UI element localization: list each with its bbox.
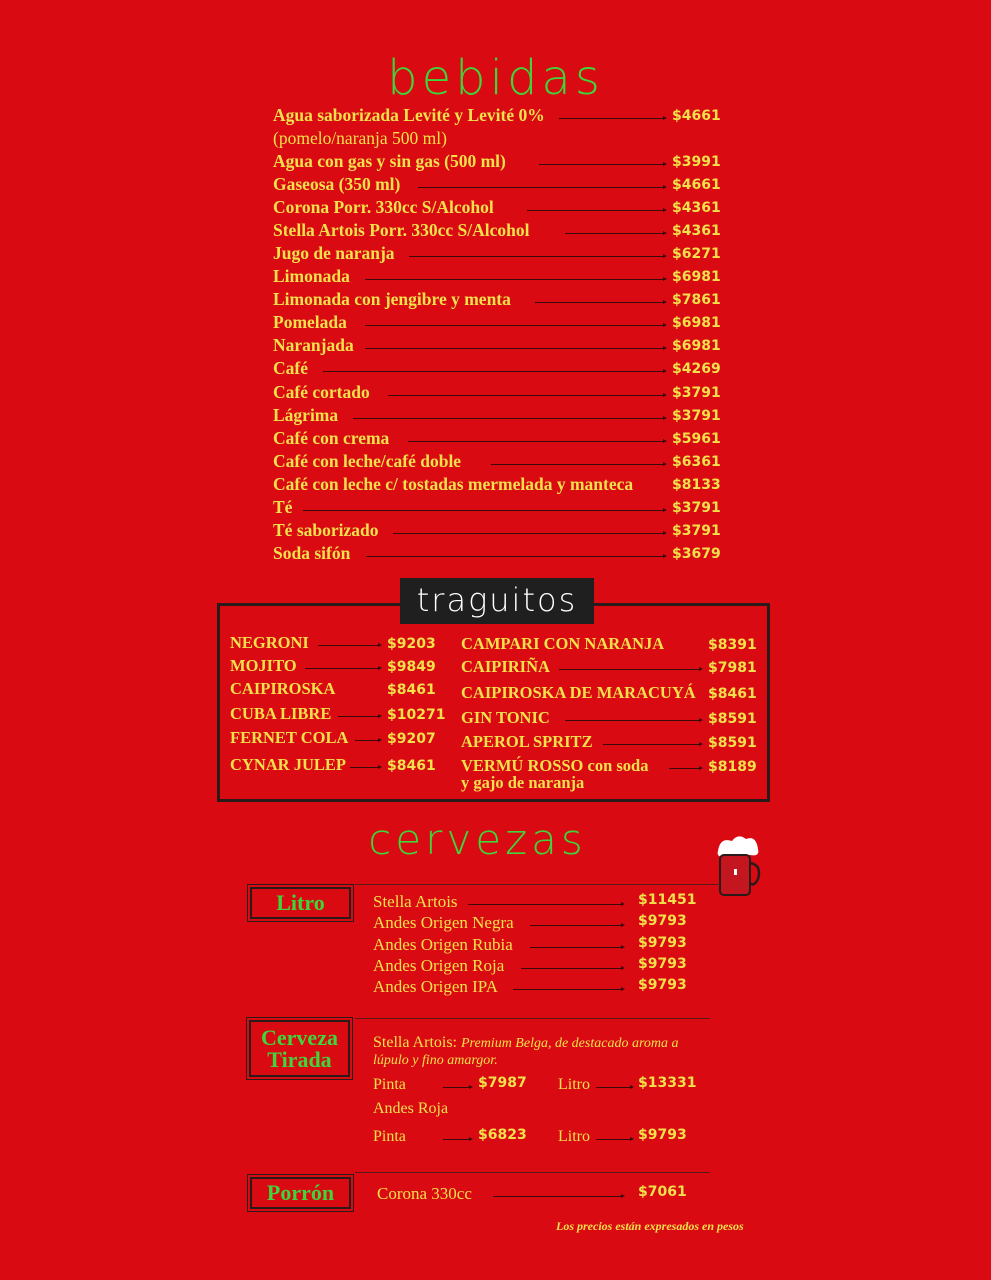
item-name: CAMPARI CON NARANJA: [461, 634, 665, 653]
item-price: $9793: [638, 913, 687, 929]
tirada-stella: [373, 1034, 678, 1052]
item-price: $8461: [387, 682, 436, 698]
item-price: $11451: [638, 892, 697, 908]
item-price: $3791: [672, 408, 721, 424]
leader-line: [408, 441, 665, 442]
item-price: $3679: [672, 546, 721, 562]
item-price: $6361: [672, 454, 721, 470]
leader-line: [539, 164, 665, 165]
item-price: $4361: [672, 223, 721, 239]
traguitos-title: traguitos: [400, 578, 594, 624]
leader-line: [596, 1139, 632, 1140]
item-price: $9203: [387, 636, 436, 652]
item-name: Andes Origen Roja: [373, 956, 505, 975]
leader-line: [527, 210, 665, 211]
litro-label: Litro: [250, 887, 351, 919]
item-name: Gaseosa (350 ml): [273, 174, 401, 194]
leader-line: [669, 768, 701, 769]
item-name: Café cortado: [273, 382, 370, 402]
item-price: $7861: [672, 292, 721, 308]
list-item: [273, 219, 733, 242]
item-name: Andes Origen Rubia: [373, 935, 513, 954]
leader-line: [323, 371, 665, 372]
item-name: Café con crema: [273, 428, 390, 448]
item-price: $9849: [387, 659, 436, 675]
size-label: Litro: [558, 1128, 590, 1145]
leader-line: [513, 989, 623, 990]
leader-line: [305, 668, 380, 669]
item-price: $3991: [672, 154, 721, 170]
leader-line: [355, 740, 380, 741]
item-name: Café: [273, 358, 308, 378]
item-price: $9207: [387, 731, 436, 747]
item-price: $6271: [672, 246, 721, 262]
item-price: $7987: [478, 1075, 527, 1091]
item-name: CYNAR JULEP: [230, 755, 346, 774]
list-item: [273, 104, 733, 127]
leader-line: [530, 947, 623, 948]
beer-description-cont: lúpulo y fino amargor.: [373, 1053, 498, 1068]
list-item: [273, 427, 733, 450]
list-item: [273, 311, 733, 334]
item-name: Lágrima: [273, 405, 339, 425]
leader-line: [366, 556, 665, 557]
list-item: [273, 196, 733, 219]
item-name: MOJITO: [230, 656, 297, 675]
leader-line: [409, 256, 665, 257]
leader-line: [365, 348, 665, 349]
leader-line: [418, 187, 665, 188]
footer-note: Los precios están expresados en pesos: [556, 1219, 744, 1233]
list-item: [273, 473, 733, 496]
item-name: NEGRONI: [230, 633, 309, 652]
leader-line: [468, 904, 623, 905]
leader-line: [493, 1196, 623, 1197]
divider: [355, 1172, 710, 1173]
list-item: [273, 450, 733, 473]
item-name: Café con leche c/ tostadas mermelada y manteca: [273, 474, 634, 494]
leader-line: [303, 510, 665, 511]
leader-line: [393, 533, 665, 534]
item-price: $9793: [638, 1127, 687, 1143]
item-name: Limonada con jengibre y menta: [273, 289, 511, 309]
item-name: CAIPIROSKA DE MARACUYÁ: [461, 683, 696, 702]
leader-line: [443, 1139, 471, 1140]
bebidas-title: bebidas: [387, 50, 604, 106]
list-item: [273, 288, 733, 311]
item-price: $8461: [387, 758, 436, 774]
leader-line: [530, 925, 623, 926]
size-label: Pinta: [373, 1128, 406, 1145]
item-name: Limonada: [273, 266, 350, 286]
list-item: [273, 496, 733, 519]
leader-line: [565, 233, 665, 234]
list-item: [273, 150, 733, 173]
item-name: Corona 330cc: [377, 1184, 472, 1203]
item-price: $8461: [708, 686, 757, 702]
item-price: $10271: [387, 707, 446, 723]
item-price: $9793: [638, 956, 687, 972]
item-price: $7981: [708, 660, 757, 676]
leader-line: [535, 302, 665, 303]
item-price: $4269: [672, 361, 721, 377]
leader-line: [596, 1087, 632, 1088]
item-name: Agua con gas y sin gas (500 ml): [273, 151, 506, 171]
item-name: CUBA LIBRE: [230, 704, 332, 723]
item-name: GIN TONIC: [461, 708, 550, 727]
item-name: FERNET COLA: [230, 728, 349, 747]
item-price: $9793: [638, 977, 687, 993]
item-name: Naranjada: [273, 335, 354, 355]
divider: [355, 1018, 710, 1019]
item-price: $3791: [672, 500, 721, 516]
divider: [355, 884, 720, 885]
leader-line: [353, 418, 665, 419]
list-item: [273, 334, 733, 357]
list-item: [273, 265, 733, 288]
item-price: $6981: [672, 338, 721, 354]
item-price: $7061: [638, 1184, 687, 1200]
list-item: [273, 357, 733, 380]
item-name: CAIPIRIÑA: [461, 657, 550, 676]
item-price: $6981: [672, 269, 721, 285]
item-name: Agua saborizada Levité y Levité 0%: [273, 105, 545, 125]
item-name: Té saborizado: [273, 520, 379, 540]
item-name: Café con leche/café doble: [273, 451, 462, 471]
size-label: Litro: [558, 1076, 590, 1093]
item-name: Té: [273, 497, 293, 517]
leader-line: [318, 645, 380, 646]
item-price: $8391: [708, 637, 757, 653]
item-name: VERMÚ ROSSO con soda: [461, 756, 649, 775]
item-price: $8591: [708, 735, 757, 751]
leader-line: [603, 744, 701, 745]
item-price: $4361: [672, 200, 721, 216]
leader-line: [365, 279, 665, 280]
beer-name: Andes Roja: [373, 1100, 449, 1117]
leader-line: [365, 325, 665, 326]
item-price: $8591: [708, 711, 757, 727]
list-item: [273, 173, 733, 196]
leader-line: [559, 118, 665, 119]
item-name: APEROL SPRITZ: [461, 732, 593, 751]
item-name: Stella Artois Porr. 330cc S/Alcohol: [273, 220, 530, 240]
leader-line: [491, 464, 665, 465]
item-price: $13331: [638, 1075, 697, 1091]
list-item: [273, 404, 733, 427]
tirada-label-line1: Cerveza: [261, 1025, 338, 1050]
beer-name: Stella Artois:: [373, 1034, 457, 1051]
leader-line: [338, 716, 380, 717]
item-name: Jugo de naranja: [273, 243, 395, 263]
size-label: Pinta: [373, 1076, 406, 1093]
item-price: $4661: [672, 177, 721, 193]
list-item: [273, 381, 733, 404]
tirada-label: [249, 1020, 350, 1077]
item-price: $8189: [708, 759, 757, 775]
tirada-label-line2: Tirada: [267, 1047, 332, 1072]
item-price: $9793: [638, 935, 687, 951]
leader-line: [565, 720, 701, 721]
leader-line: [443, 1087, 471, 1088]
cervezas-title: cervezas: [368, 815, 587, 864]
leader-line: [388, 395, 665, 396]
item-price: $6823: [478, 1127, 527, 1143]
item-name: Corona Porr. 330cc S/Alcohol: [273, 197, 494, 217]
item-price: $3791: [672, 385, 721, 401]
item-note: (pomelo/naranja 500 ml): [273, 128, 447, 148]
item-name: Soda sifón: [273, 543, 351, 563]
leader-line: [559, 669, 701, 670]
leader-line: [521, 968, 623, 969]
beer-mug-icon: [714, 833, 764, 903]
item-name: Stella Artois: [373, 892, 458, 911]
leader-line: [350, 767, 380, 768]
item-price: $4661: [672, 108, 721, 124]
list-item: [273, 519, 733, 542]
item-name: Andes Origen Negra: [373, 913, 514, 932]
item-name: Pomelada: [273, 312, 347, 332]
list-item: [273, 542, 733, 565]
item-name: Andes Origen IPA: [373, 977, 498, 996]
porron-label: Porrón: [250, 1177, 351, 1209]
beer-description: Premium Belga, de destacado aroma a: [461, 1036, 679, 1051]
item-price: $5961: [672, 431, 721, 447]
item-price: $6981: [672, 315, 721, 331]
item-price: $8133: [672, 477, 721, 493]
list-item: [273, 242, 733, 265]
item-name: CAIPIROSKA: [230, 679, 336, 698]
item-price: $3791: [672, 523, 721, 539]
